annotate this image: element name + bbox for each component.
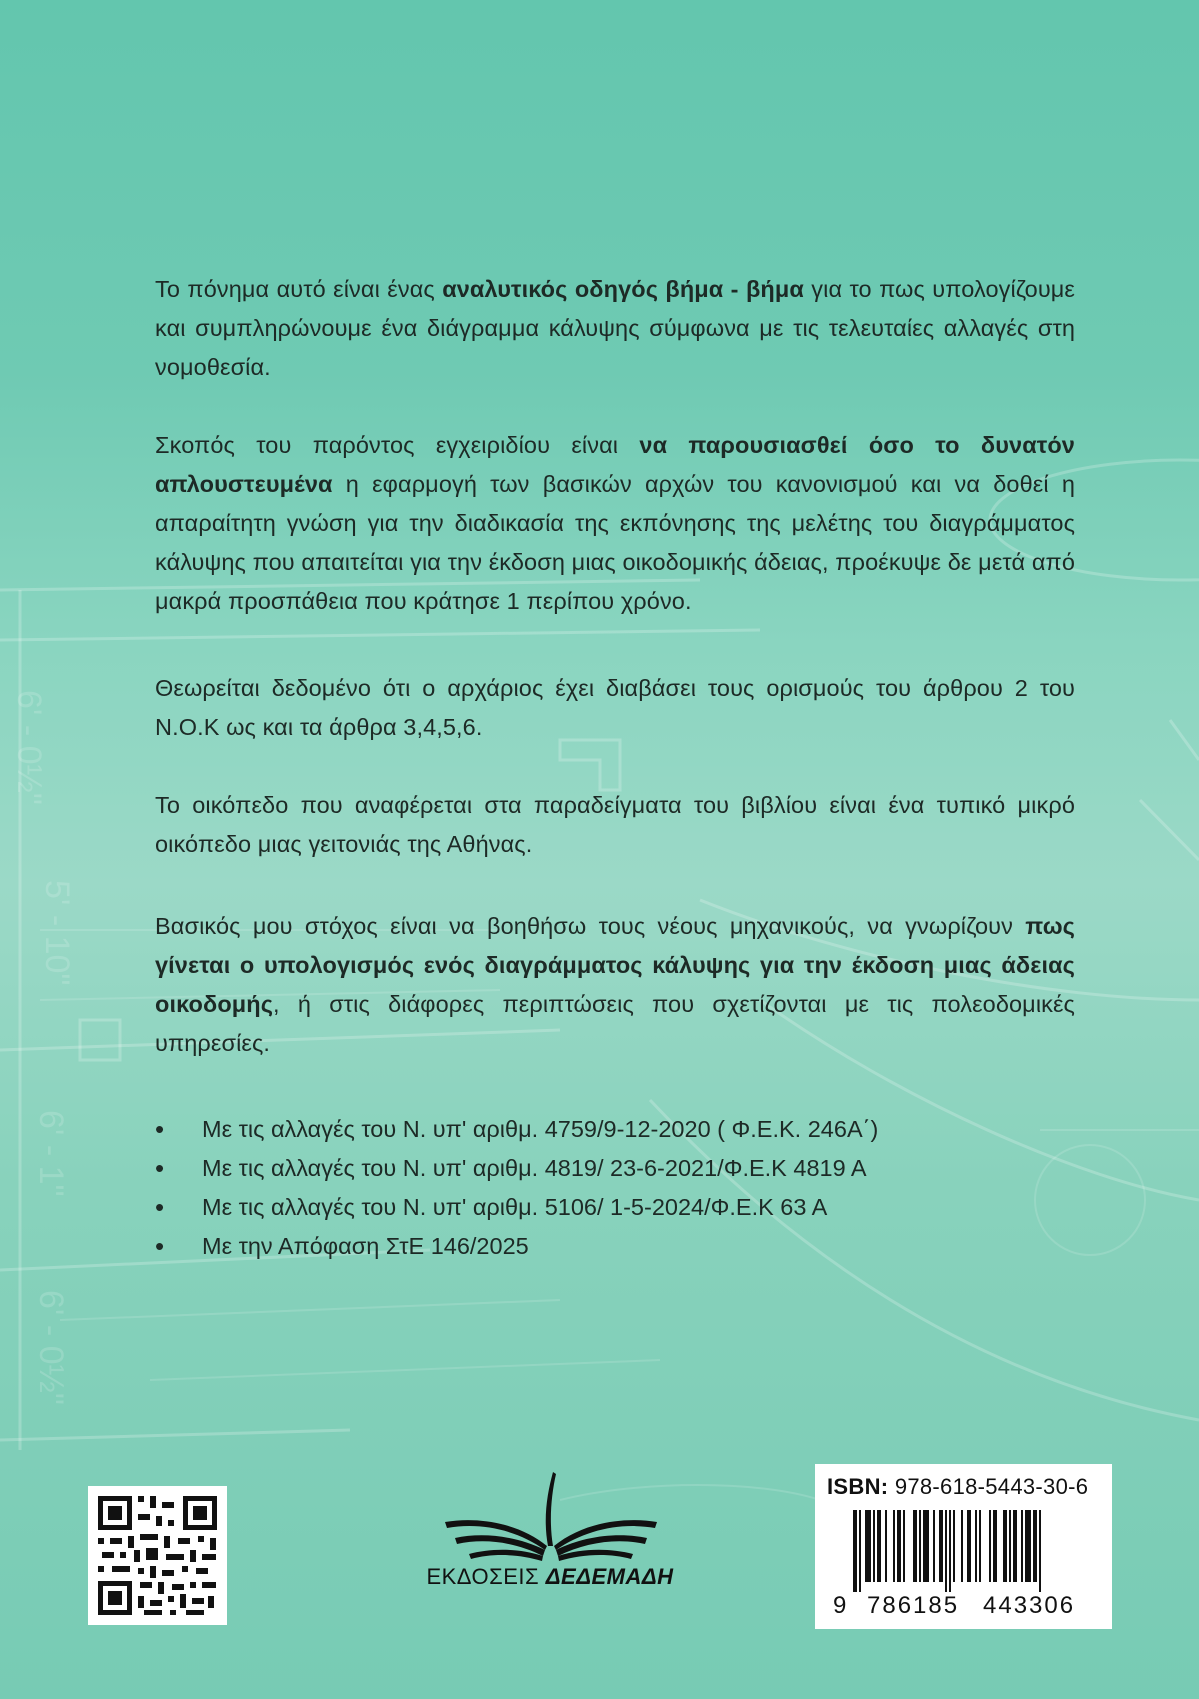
barcode-digit-first: 9: [833, 1592, 848, 1619]
paragraph-goal: [155, 907, 1075, 1063]
list-item: • Με την Απόφαση ΣτΕ 146/2025: [155, 1227, 1075, 1266]
paragraph-intro: [155, 270, 1075, 387]
barcode-digits-left: 786185: [867, 1592, 960, 1619]
paragraph-plot: [155, 786, 1075, 864]
svg-text:6' - 1": 6' - 1": [32, 1110, 70, 1197]
barcode-digits: [827, 1592, 1102, 1622]
paragraph-intro-text-end: για το πως υπολογίζουμε και συμπληρώνουμε ένα διάγραμμα κάλυψης σύμφωνα με τις τελευταίες αλλαγές στη νομοθεσία.: [155, 276, 1076, 380]
paragraph-goal-bold: πως γίνεται ο υπολογισμός ενός διαγράμματος κάλυψης για την έκδοση μιας άδειας οικοδομής: [155, 913, 1075, 1017]
isbn-label: ISBN:: [827, 1474, 889, 1499]
list-item: • Με τις αλλαγές του Ν. υπ' αριθμ. 4819/ 23-6-2021/Φ.Ε.Κ 4819 Α: [155, 1149, 1075, 1188]
list-item: • Με τις αλλαγές του Ν. υπ' αριθμ. 5106/ 1-5-2024/Φ.Ε.Κ 63 Α: [155, 1188, 1075, 1227]
isbn-value: 978-618-5443-30-6: [894, 1474, 1089, 1499]
isbn-line: [827, 1474, 1100, 1500]
paragraph-purpose-text: Σκοπός του παρόντος εγχειριδίου είναι: [155, 432, 640, 458]
isbn-barcode-box: [815, 1464, 1112, 1629]
svg-text:6' - 0½": 6' - 0½": [10, 690, 48, 805]
open-book-logo-icon: [425, 1464, 675, 1564]
svg-text:6' - 0½": 6' - 0½": [32, 1290, 70, 1405]
publisher-name: [425, 1564, 675, 1590]
paragraph-goal-text: Βασικός μου στόχος είναι να βοηθήσω τους νέους μηχανικούς, να γνωρίζουν: [155, 913, 1026, 939]
paragraph-intro-bold: αναλυτικός οδηγός βήμα - βήμα: [442, 276, 804, 302]
paragraph-goal-text-end: , ή στις διάφορες περιπτώσεις που σχετίζονται με τις πολεοδομικές υπηρεσίες.: [155, 991, 1075, 1056]
paragraph-assumption: [155, 669, 1075, 747]
paragraph-purpose-bold: να παρουσιασθεί όσο το δυνατόν απλουστευμένα: [155, 432, 1075, 497]
legislation-list: [155, 1110, 1075, 1266]
publisher-brand: ΔΕΔΕΜΑΔΗ: [545, 1564, 674, 1589]
paragraph-purpose: [155, 426, 1075, 621]
paragraph-assumption-text: Θεωρείται δεδομένο ότι ο αρχάριος έχει διαβάσει τους ορισμούς του άρθρου 2 του Ν.Ο.Κ ως και τα άρθρα 3,4,5,6.: [155, 675, 1075, 740]
paragraph-plot-text: Το οικόπεδο που αναφέρεται στα παραδείγματα του βιβλίου είναι ένα τυπικό μικρό οικόπεδο μιας γειτονιάς της Αθήνας.: [155, 792, 1075, 857]
publisher-prefix: ΕΚΔΟΣΕΙΣ: [426, 1564, 540, 1589]
list-item: • Με τις αλλαγές του Ν. υπ' αριθμ. 4759/9-12-2020 ( Φ.Ε.Κ. 246Α΄): [155, 1110, 1075, 1149]
paragraph-purpose-text-end: η εφαρμογή των βασικών αρχών του κανονισμού και να δοθεί η απαραίτητη γνώση για την διαδικασία της εκπόνησης της μελέτης του διαγράμματος κάλυψης που απαιτείται για την έκδοση μιας οικοδομικής άδειας, προέκυψε δε μετά από μακρά προσπάθεια που κράτησε 1 περίπου χρόνο.: [155, 471, 1075, 614]
barcode-icon: [849, 1510, 1099, 1592]
publisher-logo: [425, 1464, 675, 1594]
paragraph-intro-text: Το πόνημα αυτό είναι ένας: [155, 276, 443, 302]
qr-code-icon: [88, 1486, 227, 1625]
svg-text:5' - 10": 5' - 10": [38, 880, 76, 986]
barcode-digits-right: 443306: [983, 1592, 1076, 1619]
